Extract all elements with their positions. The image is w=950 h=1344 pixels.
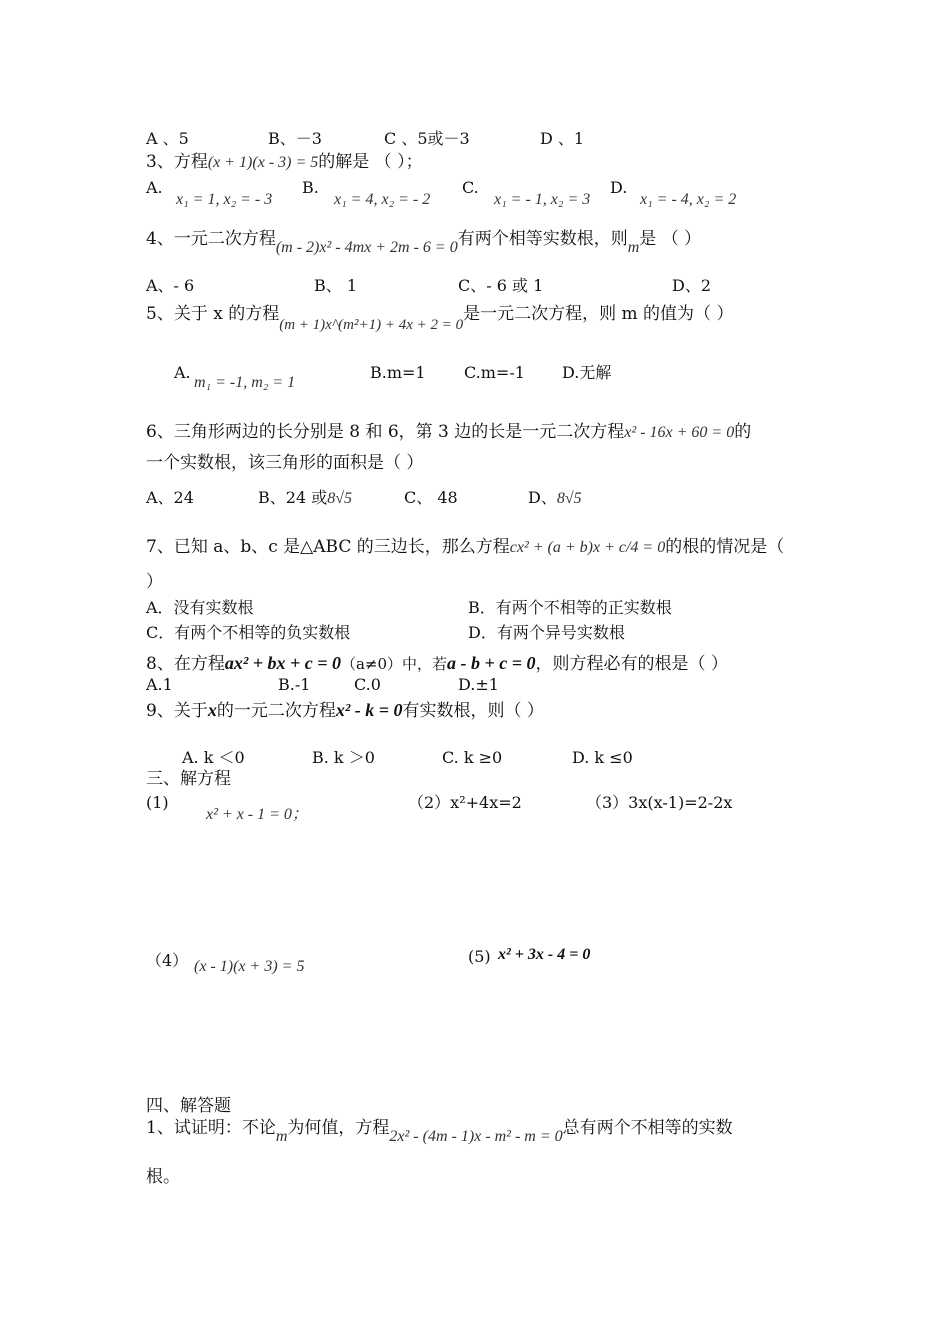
problem-5-equation: x² + 3x - 4 = 0 <box>498 946 591 963</box>
q6-option-c: C、 48 <box>404 488 458 507</box>
q8-equation: ax² + bx + c = 0 <box>224 653 341 673</box>
q5-equation: (m + 1)x^(m²+1) + 4x + 2 = 0 <box>279 317 464 333</box>
q3-option-b-math: x₁ = 4, x₂ = - 2 <box>334 191 431 208</box>
problem-4-equation: (x - 1)(x + 3) = 5 <box>194 958 305 975</box>
q4-prefix: 4、一元二次方程 <box>146 229 276 249</box>
q9-equation: x² - k = 0 <box>335 700 403 720</box>
q3-option-a-math: x₁ = 1, x₂ = - 3 <box>176 191 273 208</box>
section-3-title: 三、解方程 <box>146 769 231 789</box>
problem-1-equation: x² + x - 1 = 0； <box>206 806 308 823</box>
q9-suffix: 有实数根，则（ ） <box>402 701 544 721</box>
question-7-line-1 <box>146 536 784 559</box>
q2-option-a: A 、5 <box>146 129 189 148</box>
q6-option-b-text: B、24 或 <box>258 488 328 507</box>
q4-option-c: C、- 6 或 1 <box>458 276 544 295</box>
question-6-line-2: 一个实数根，该三角形的面积是（ ） <box>146 453 424 473</box>
q5-option-a-label: A. <box>174 363 191 382</box>
q8-option-a: A.1 <box>146 675 173 694</box>
q2-option-d: D 、1 <box>540 129 585 148</box>
q6-suffix: 的 <box>734 422 752 442</box>
q6-equation: x² - 16x + 60 = 0 <box>624 424 735 441</box>
q6-prefix: 6、三角形两边的长分别是 8 和 6，第 3 边的长是一元二次方程 <box>146 422 625 442</box>
q4-suffix: 是 （ ） <box>639 229 702 249</box>
q3-suffix: 的解是 （ ）； <box>318 152 423 172</box>
q4-middle: 有两个相等实数根，则 <box>457 229 628 249</box>
q3-option-a-label: A. <box>146 178 163 197</box>
q3-option-b-label: B. <box>302 178 319 197</box>
q8-option-c: C.0 <box>354 675 381 694</box>
q5-option-c: C.m=-1 <box>464 363 525 382</box>
q2-option-b: B、－3 <box>268 129 322 148</box>
q7-option-a: A．没有实数根 <box>146 598 254 617</box>
q3-option-c-label: C. <box>462 178 479 197</box>
question-4 <box>146 228 702 256</box>
q8-option-b: B.-1 <box>278 675 311 694</box>
q7-option-d: D．有两个异号实数根 <box>468 623 625 642</box>
q3-equation: (x + 1)(x - 3) = 5 <box>207 154 319 171</box>
question-8 <box>146 652 728 675</box>
q6-option-d <box>528 487 582 510</box>
q4-equation: (m - 2)x² - 4mx + 2m - 6 = 0 <box>275 239 458 256</box>
q5-option-d: D.无解 <box>562 363 612 382</box>
problem-4-label: （4） <box>146 951 189 970</box>
q3-option-c-math: x₁ = - 1, x₂ = 3 <box>494 191 591 208</box>
q9-option-c: C. k ≥0 <box>442 748 503 767</box>
q8-prefix: 8、在方程 <box>146 654 225 674</box>
q4-option-a: A、- 6 <box>146 276 195 295</box>
s4q1-equation: 2x² - (4m - 1)x - m² - m = 0 <box>389 1128 563 1145</box>
q6-option-b <box>258 487 352 510</box>
section-4-question-1-line-2: 根。 <box>146 1167 180 1187</box>
question-5 <box>146 303 734 333</box>
q9-option-d: D. k ≤0 <box>572 748 633 767</box>
q6-option-d-text: D、 <box>528 488 557 507</box>
q9-option-a: A. k ＜0 <box>182 748 245 767</box>
q8-condition-equation: a - b + c = 0 <box>447 653 536 673</box>
q6-option-d-math: 8√5 <box>556 490 582 507</box>
q9-option-b: B. k ＞0 <box>312 748 375 767</box>
problem-1-label: (1) <box>146 793 169 812</box>
section-4-title: 四、解答题 <box>146 1096 231 1116</box>
s4q1-suffix: 总有两个不相等的实数 <box>562 1118 733 1138</box>
q9-var: x <box>207 700 217 720</box>
q9-prefix: 9、关于 <box>146 701 208 721</box>
question-6-line-1 <box>146 421 751 444</box>
q5-prefix: 5、关于 x 的方程 <box>146 304 280 324</box>
problem-3: （3）3x(x-1)=2-2x <box>586 793 733 812</box>
q4-var: m <box>627 239 640 256</box>
q5-option-a-math: m₁ = -1, m₂ = 1 <box>194 374 296 391</box>
q7-equation: cx² + (a + b)x + c/4 = 0 <box>509 539 666 556</box>
q3-prefix: 3、方程 <box>146 152 208 172</box>
problem-5-label: (5) <box>468 947 491 966</box>
question-7-line-2: ） <box>146 572 163 592</box>
q7-prefix: 7、已知 a、b、c 是△ABC 的三边长，那么方程 <box>146 537 510 557</box>
q4-option-d: D、2 <box>672 276 712 295</box>
q5-suffix: 是一元二次方程，则 m 的值为（ ） <box>463 304 734 324</box>
q7-option-c: C．有两个不相等的负实数根 <box>146 623 351 642</box>
s4q1-middle: 为何值，方程 <box>287 1118 390 1138</box>
q3-option-d-math: x₁ = - 4, x₂ = 2 <box>640 191 737 208</box>
problem-2: （2）x²+4x=2 <box>408 793 522 812</box>
q6-option-a: A、24 <box>146 488 194 507</box>
s4q1-prefix: 1、试证明：不论 <box>146 1118 276 1138</box>
q3-option-d-label: D. <box>610 178 628 197</box>
q9-middle: 的一元二次方程 <box>216 701 336 721</box>
q8-condition: （a≠0）中，若 <box>340 655 448 673</box>
q7-option-b: B．有两个不相等的正实数根 <box>468 598 672 617</box>
section-4-question-1 <box>146 1117 733 1145</box>
q4-option-b: B、 1 <box>314 276 358 295</box>
question-3 <box>146 151 423 174</box>
q8-option-d: D.±1 <box>458 675 499 694</box>
q2-option-c: C 、5或－3 <box>384 129 470 148</box>
q6-option-b-math: 8√5 <box>327 490 352 507</box>
q8-suffix: ，则方程必有的根是（ ） <box>535 654 728 674</box>
q7-suffix: 的根的情况是（ <box>665 537 785 557</box>
s4q1-var: m <box>275 1128 288 1145</box>
question-9 <box>146 699 544 722</box>
q5-option-b: B.m=1 <box>370 363 426 382</box>
